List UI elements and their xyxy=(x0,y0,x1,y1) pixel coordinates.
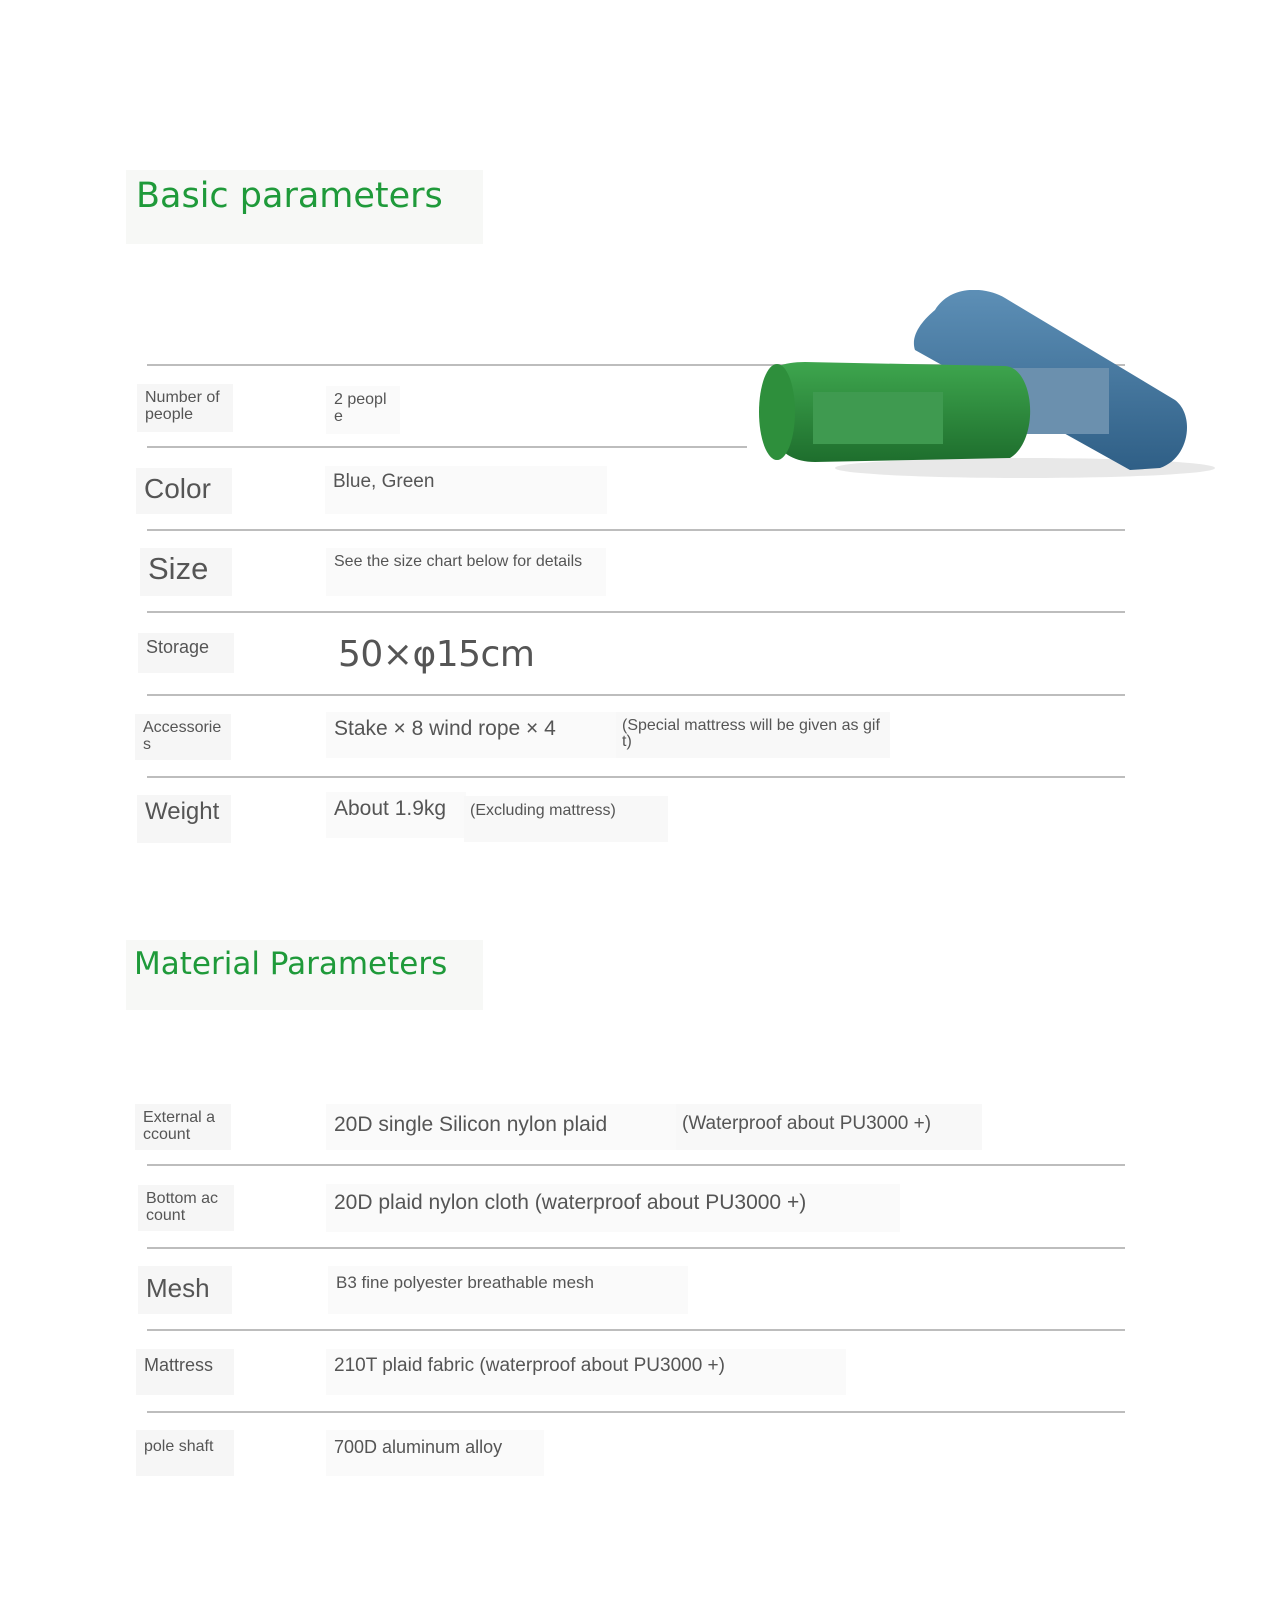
row-label-color: Color xyxy=(136,468,232,514)
divider xyxy=(147,776,1125,778)
divider xyxy=(147,611,1125,613)
divider xyxy=(147,446,747,448)
row-value-size: See the size chart below for details xyxy=(326,548,606,596)
divider xyxy=(147,1164,1125,1166)
row-label-mesh: Mesh xyxy=(138,1266,232,1314)
row-label-storage: Storage xyxy=(138,633,234,673)
row-value-external-account: 20D single Silicon nylon plaid xyxy=(326,1104,676,1150)
row-value-weight: About 1.9kg xyxy=(326,792,466,838)
divider xyxy=(147,1329,1125,1331)
row-label-pole-shaft: pole shaft xyxy=(136,1430,234,1476)
row-note-accessories: (Special mattress will be given as gift) xyxy=(616,712,890,758)
row-label-weight: Weight xyxy=(137,795,231,843)
row-value-mattress: 210T plaid fabric (waterproof about PU3000 +) xyxy=(326,1349,846,1395)
row-value-mesh: B3 fine polyester breathable mesh xyxy=(328,1266,688,1314)
divider xyxy=(147,694,1125,696)
material-parameters-title xyxy=(126,940,483,1010)
basic-parameters-title xyxy=(126,170,483,244)
row-label-accessories: Accessories xyxy=(135,714,231,760)
row-label-number-of-people: Number of people xyxy=(137,384,233,432)
row-note-weight: (Excluding mattress) xyxy=(464,796,668,842)
row-label-bottom-account: Bottom account xyxy=(138,1185,234,1231)
divider xyxy=(147,529,1125,531)
row-value-accessories: Stake × 8 wind rope × 4 xyxy=(326,712,618,758)
row-label-mattress: Mattress xyxy=(136,1349,234,1395)
green-sack-label xyxy=(813,392,943,444)
green-stuff-sack xyxy=(759,362,1030,462)
material-parameters-title-text: Material Parameters xyxy=(134,946,448,982)
row-value-number-of-people: 2 people xyxy=(326,386,400,434)
row-value-storage: 50×φ15cm xyxy=(330,630,590,684)
row-label-external-account: External account xyxy=(135,1104,231,1150)
divider xyxy=(147,1247,1125,1249)
product-image xyxy=(735,290,1215,490)
row-label-size: Size xyxy=(140,548,232,596)
divider xyxy=(147,1411,1125,1413)
row-value-bottom-account: 20D plaid nylon cloth (waterproof about PU3000 +) xyxy=(326,1184,900,1232)
row-note-external-account: (Waterproof about PU3000 +) xyxy=(676,1104,982,1150)
row-value-pole-shaft: 700D aluminum alloy xyxy=(326,1430,544,1476)
basic-parameters-title-text: Basic parameters xyxy=(136,176,443,216)
row-value-color: Blue, Green xyxy=(325,466,607,514)
